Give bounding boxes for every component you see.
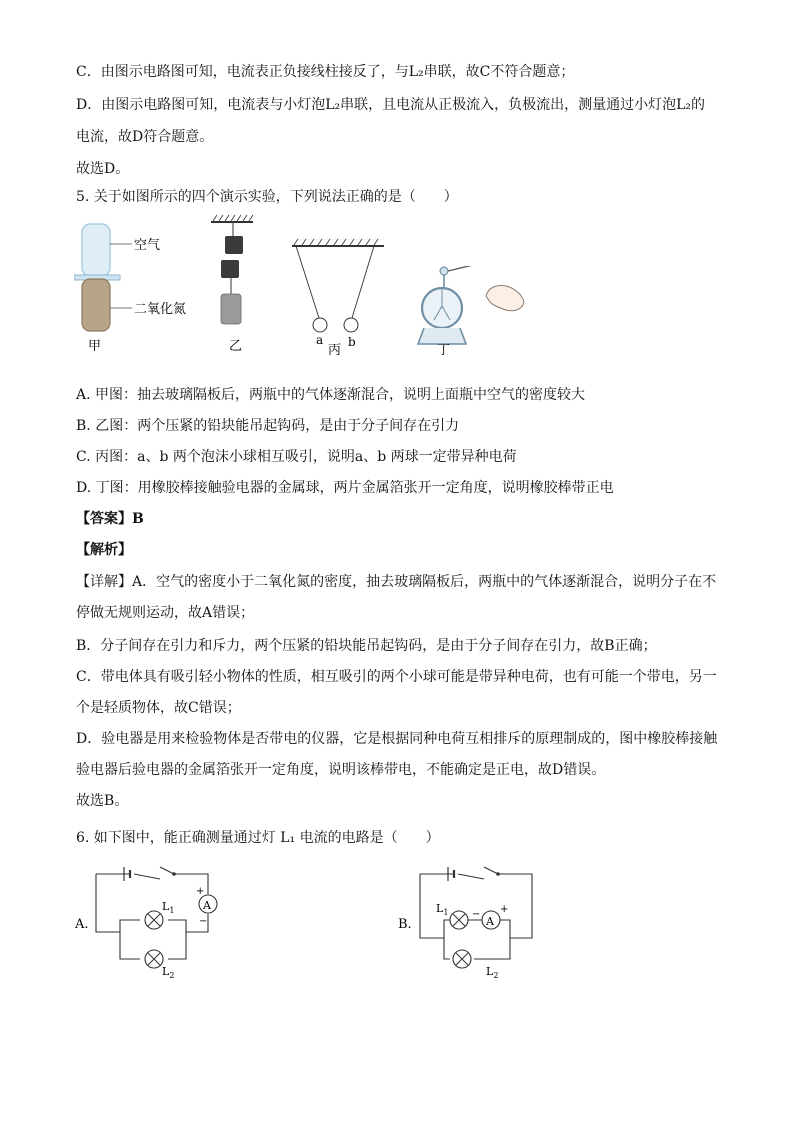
label-no2: 二氧化氮 — [134, 302, 187, 317]
circuit-b-switch-blade — [484, 867, 498, 874]
q4-option-d-line-2: 电流，故D符合题意。 — [76, 129, 214, 145]
circuit-a-l2-label: $L_2$ — [162, 965, 175, 980]
upper-jar-air — [82, 224, 110, 276]
circuit-a-option-label: A. — [75, 917, 89, 932]
label-air: 空气 — [134, 238, 161, 253]
q5-option-a: A. 甲图：抽去玻璃隔板后，两瓶中的气体逐渐混合，说明上面瓶中空气的密度较大 — [76, 387, 586, 403]
foam-ball-b — [344, 318, 358, 332]
q5-analysis-line-2: 停做无规则运动，故A错误； — [76, 605, 255, 621]
q5-option-b: B. 乙图：两个压紧的铅块能吊起钩码，是由于分子间存在引力 — [76, 418, 460, 434]
thread-a — [296, 246, 319, 318]
circuit-a-l1-label: $L_1$ — [162, 900, 175, 915]
figure-yi-lead-blocks — [205, 212, 265, 355]
circuit-a-plus: + — [196, 886, 205, 897]
q5-stem: 5. 关于如图所示的四个演示实验，下列说法正确的是（ ） — [76, 189, 458, 205]
ceiling-hatch — [294, 239, 378, 245]
circuit-b-option-label: B. — [398, 917, 412, 932]
q5-analysis-line-4: C．带电体具有吸引轻小物体的性质，相互吸引的两个小球可能是带异种电荷，也有可能一个带电，另一 — [76, 669, 717, 685]
electroscope-stand — [418, 328, 466, 344]
figure-ding-electroscope — [410, 266, 535, 355]
figure-jia-gas-diffusion — [74, 220, 214, 355]
circuit-a — [74, 862, 234, 980]
q4-option-d-line-1: D．由图示电路图可知，电流表与小灯泡L₂串联，且电流从正极流入，负极流出，测量通过小灯泡L₂的 — [76, 97, 706, 113]
q5-option-c: C. 丙图：a、b 两个泡沫小球相互吸引，说明a、b 两球一定带异种电荷 — [76, 449, 517, 465]
caption-jia: 甲 — [88, 339, 102, 354]
circuit-b — [398, 862, 548, 980]
q4-option-c-line: C．由图示电路图可知，电流表正负接线柱接反了，与L₂串联，故C不符合题意； — [76, 64, 575, 80]
circuit-a-switch-blade — [160, 867, 174, 874]
thread-b — [352, 246, 374, 318]
caption-bing: 丙 — [328, 343, 342, 355]
circuit-b-ammeter-label: A — [486, 915, 494, 928]
lower-jar-no2 — [82, 279, 110, 331]
circuit-a-ammeter-label: A — [203, 899, 211, 912]
hook-weight — [221, 294, 241, 324]
metal-ball — [440, 267, 448, 275]
label-ball-a: a — [316, 333, 324, 347]
circuit-b-l2-label: $L_2$ — [486, 965, 499, 980]
lead-block-bottom — [221, 260, 239, 278]
q5-analysis-line-1: 【详解】A．空气的密度小于二氧化氮的密度，抽去玻璃隔板后，两瓶中的气体逐渐混合，说明分子在不 — [76, 574, 717, 590]
circuit-b-l1-label: $L_1$ — [436, 902, 449, 917]
lead-block-top — [225, 236, 243, 254]
rubber-rod — [448, 266, 494, 271]
figure-bing-foam-balls — [288, 236, 388, 355]
hand — [486, 285, 524, 310]
q5-analysis-line-3: B．分子间存在引力和斥力，两个压紧的铅块能吊起钩码，是由于分子间存在引力，故B正确； — [76, 638, 657, 654]
caption-yi: 乙 — [229, 339, 243, 354]
foam-ball-a — [313, 318, 327, 332]
q4-final-choice: 故选D。 — [76, 161, 130, 177]
q5-analysis-line-6: D．验电器是用来检验物体是否带电的仪器，它是根据同种电荷互相排斥的原理制成的，图中橡胶棒接触 — [76, 731, 718, 747]
q5-final-choice: 故选B。 — [76, 793, 129, 809]
q5-analysis-line-5: 个是轻质物体，故C错误； — [76, 700, 241, 716]
caption-ding: 丁 — [437, 343, 451, 355]
ceiling-hatch — [213, 215, 253, 221]
circuit-a-minus: − — [199, 916, 208, 927]
q5-analysis-line-7: 验电器后验电器的金属箔张开一定角度，说明该棒带电，不能确定是正电，故D错误。 — [76, 762, 606, 778]
label-ball-b: b — [348, 335, 356, 349]
q5-analysis-title: 【解析】 — [76, 542, 132, 558]
q6-stem: 6. 如下图中，能正确测量通过灯 L₁ 电流的电路是（ ） — [76, 830, 440, 846]
circuit-b-minus: − — [472, 909, 481, 920]
q5-answer: 【答案】B — [76, 511, 144, 527]
q5-option-d: D. 丁图：用橡胶棒接触验电器的金属球，两片金属箔张开一定角度，说明橡胶棒带正电 — [76, 480, 614, 496]
circuit-b-plus: + — [500, 904, 509, 915]
